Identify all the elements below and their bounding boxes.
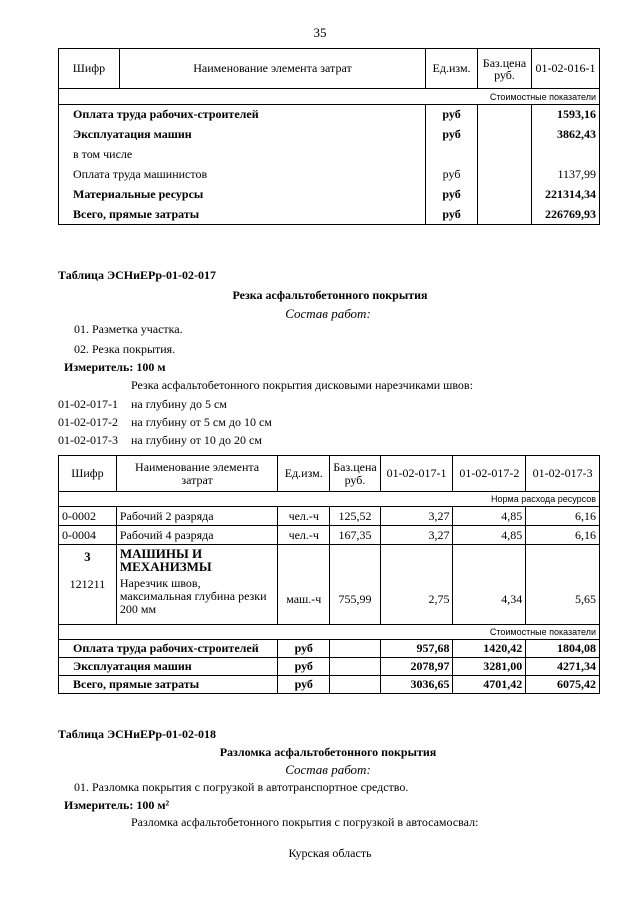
col-name-header: Наименование элемента затрат xyxy=(116,456,277,492)
norm-label: Норма расхода ресурсов xyxy=(59,492,600,507)
page-number: 35 xyxy=(313,25,327,40)
table-row: 0-0004 Рабочий 4 разряда чел.-ч 167,35 3,27 4,85 6,16 xyxy=(59,526,600,545)
col-unit-header: Ед.изм. xyxy=(278,456,330,492)
cost-label: Стоимостные показатели xyxy=(59,625,600,640)
work-item: 02. Резка покрытия. xyxy=(74,342,176,356)
item-code: 01-02-017-3 xyxy=(58,433,118,447)
table-row: Эксплуатация машин руб 2078,97 3281,00 4271,34 xyxy=(59,658,600,676)
table-row: Оплата труда машинистов руб 1137,99 xyxy=(59,165,600,185)
item-text: на глубину от 10 до 20 см xyxy=(131,433,262,447)
col-code-header: Шифр xyxy=(59,49,120,89)
section-heading-018: Разломка асфальтобетонного покрытия xyxy=(219,745,437,759)
table-017 xyxy=(58,455,600,694)
table-row: в том числе xyxy=(59,145,600,165)
col-name-header: Наименование элемента затрат xyxy=(119,49,425,89)
table-row: Материальные ресурсы руб 221314,34 xyxy=(59,185,600,205)
measure-018: Измеритель: 100 м² xyxy=(64,798,170,812)
measure-017: Измеритель: 100 м xyxy=(64,360,166,374)
item-text: на глубину до 5 см xyxy=(131,397,227,411)
works-subheading-018: Состав работ: xyxy=(285,762,371,777)
section-heading-017: Резка асфальтобетонного покрытия xyxy=(232,288,428,302)
table-row: Оплата труда рабочих-строителей руб 957,68 1420,42 1804,08 xyxy=(59,640,600,658)
item-code: 01-02-017-2 xyxy=(58,415,118,429)
col-017-3-header: 01-02-017-3 xyxy=(526,456,600,492)
work-item: 01. Разломка покрытия с погрузкой в автотранспортное средство. xyxy=(74,780,409,794)
item-text: на глубину от 5 см до 10 см xyxy=(131,415,272,429)
col-price-header: Баз.цена руб. xyxy=(478,49,532,89)
table-row-machines: 3 121211 МАШИНЫ И МЕХАНИЗМЫ Нарезчик швов, максимальная глубина резки 200 мм маш.-ч 755,99 2,75 4,34 5,65 xyxy=(59,545,600,625)
table-header-row xyxy=(59,49,600,89)
table-title-017: Таблица ЭСНиЕРр-01-02-017 xyxy=(58,268,217,282)
table-row: 0-0002 Рабочий 2 разряда чел.-ч 125,52 3,27 4,85 6,16 xyxy=(59,507,600,526)
table-header-row xyxy=(59,456,600,492)
description-017: Резка асфальтобетонного покрытия дисковыми нарезчиками швов: xyxy=(131,378,473,392)
table-row: Эксплуатация машин руб 3862,43 xyxy=(59,125,600,145)
table-row: Всего, прямые затраты руб 3036,65 4701,42 6075,42 xyxy=(59,676,600,694)
section-label: Стоимостные показатели xyxy=(59,89,600,105)
works-subheading-017: Состав работ: xyxy=(285,306,371,321)
table-title-018: Таблица ЭСНиЕРр-01-02-018 xyxy=(58,727,217,741)
description-018: Разломка асфальтобетонного покрытия с погрузкой в автосамосвал: xyxy=(131,815,479,829)
table-row: Всего, прямые затраты руб 226769,93 xyxy=(59,205,600,225)
col-016-1-header: 01-02-016-1 xyxy=(532,49,600,89)
table-016 xyxy=(58,48,600,225)
col-code-header: Шифр xyxy=(59,456,117,492)
region-footer: Курская область xyxy=(288,846,372,860)
item-code: 01-02-017-1 xyxy=(58,397,118,411)
work-item: 01. Разметка участка. xyxy=(74,322,183,336)
col-017-1-header: 01-02-017-1 xyxy=(380,456,453,492)
col-price-header: Баз.цена руб. xyxy=(330,456,380,492)
col-017-2-header: 01-02-017-2 xyxy=(453,456,526,492)
col-unit-header: Ед.изм. xyxy=(426,49,478,89)
table-row: Оплата труда рабочих-строителей руб 1593,16 xyxy=(59,105,600,125)
